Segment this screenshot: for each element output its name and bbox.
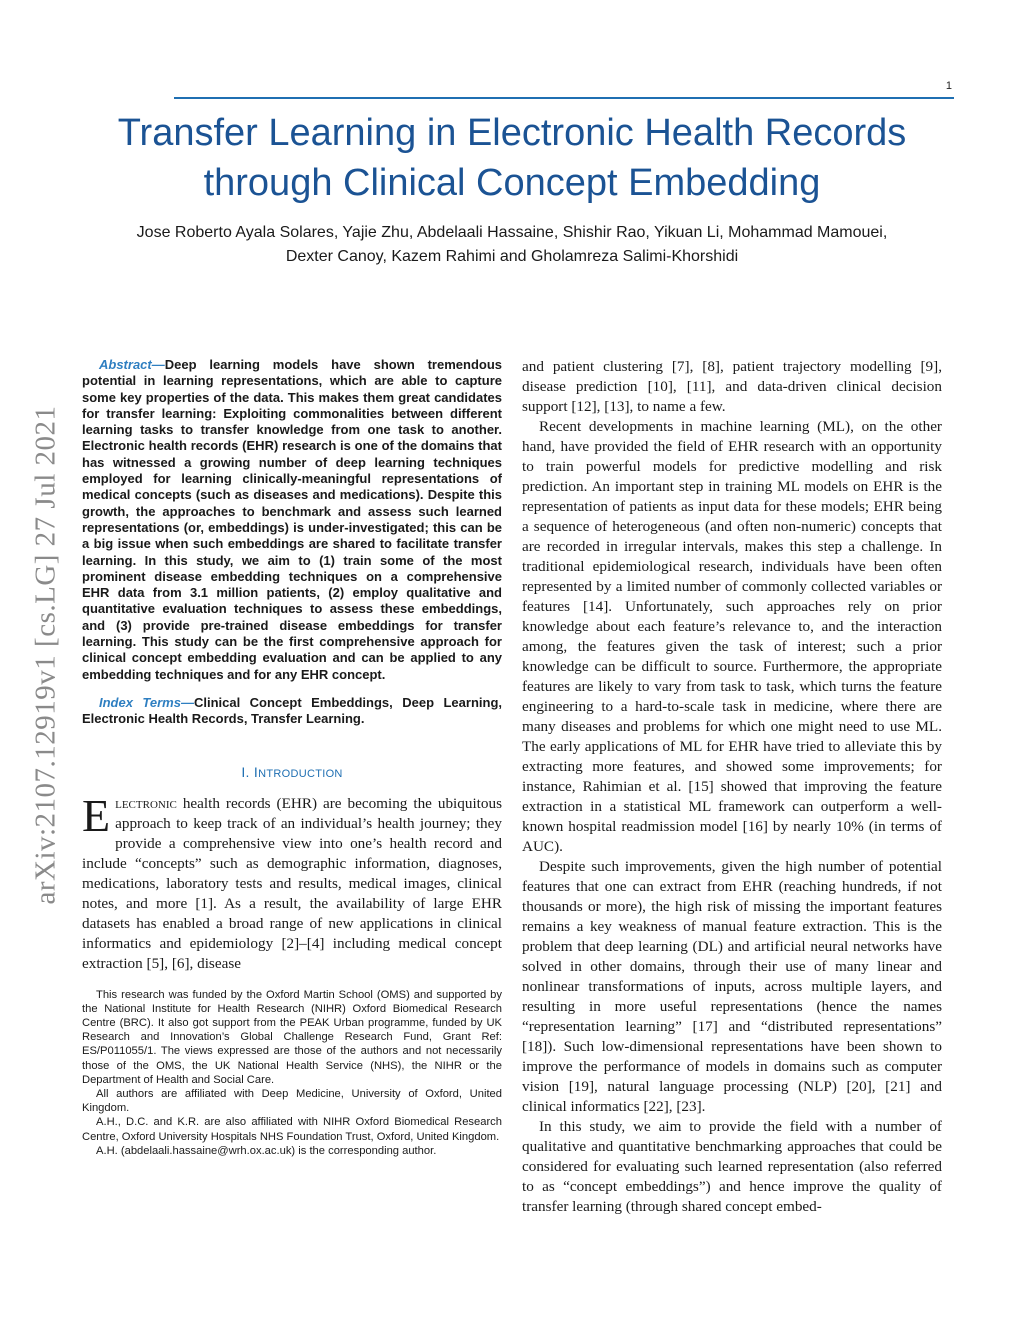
footnote-corresponding-author: A.H. (abdelaali.hassaine@wrh.ox.ac.uk) is the corresponding author. (96, 1144, 437, 1157)
index-terms-label-dash: — (180, 694, 194, 710)
footnote-funding: This research was funded by the Oxford Martin School (OMS) and supported by the National Institute for Health Research (NIHR) Oxford Biomedical Research Centre (BRC). It also got support from the PEAK Urban programme, funded by UK Research and Innovation’s Global Challenge Research Fund, Grant Ref: ES/P011055/1. The views expressed are those of the authors and not necessarily those of the OMS, the UK National Health Service (NHS), the NIHR or the Department of Health and Social Care. (82, 988, 502, 1086)
intro-paragraph-1-continued: and patient clustering [7], [8], patient trajectory modelling [9], disease prediction [10], [11], and data-driven clinical decision support [12], [13], to name a few. (522, 358, 942, 415)
intro-paragraph-1-text: health records (EHR) are becoming the ubiquitous approach to keep track of an individual’s health journey; they provide a comprehensive view into one’s health record and include “concepts” such as demographic information, diagnoses, medications, laboratory tests and results, medical images, clinical notes, and more [1]. As a result, the availability of large EHR datasets has enabled a broad range of new applications in clinical informatics and epidemiology [2]–[4] including medical concept extraction [5], [6], disease (82, 794, 502, 972)
drop-cap-continuation: lectronic (115, 794, 177, 812)
section-title-initial: I (253, 763, 259, 780)
abstract-text: Deep learning models have shown tremendous potential in learning representations, which are able to capture some key properties of the data. This makes them great candidates for transfer learning: Exploiting commonalities between different learning tasks to transfer knowledge from one task to another. Electronic health records (EHR) research is one of the domains that has witnessed a growing number of deep learning techniques employed for learning clinically-meaningful representations of medical concepts (such as diseases and medications). Despite this growth, the approaches to benchmark and assess such learned representations (or, embeddings) is under-investigated; this can be a big issue when such embeddings are shared to facilitate transfer learning. In this study, we aim to (1) train some of the most prominent disease embedding techniques on a comprehensive EHR data from 3.1 million patients, (2) employ qualitative and quantitative evaluation techniques to assess these embeddings, and (3) provide pre-trained disease embeddings for transfer learning. This study can be the first comprehensive approach for clinical concept embedding evaluation and can be applied to any embedding techniques and for any EHR concept. (82, 357, 502, 682)
page-number: 1 (945, 80, 952, 92)
index-terms-text: Clinical Concept Embeddings, Deep Learning, Electronic Health Records, Transfer Learning. (82, 694, 502, 727)
intro-paragraph-2: Recent developments in machine learning (ML), on the other hand, have provided the field of EHR research with an opportunity to train powerful models for predictive modelling and risk prediction. An important step in training ML models on EHR is the representation of patients as input data for these models; EHR being a sequence of heterogeneous (and often non-numeric) concepts that are recorded in irregular intervals, makes this step a challenge. In traditional epidemiological research, individuals have been often represented by a limited number of commonly collected variables or features [14]. Unfortunately, such approaches rely on prior knowledge about each feature’s relevance to, and the interaction among, the features given the task of interest; such a prior knowledge can be difficult to source. Furthermore, the appropriate features are likely to vary from task to task, which turns the feature engineering to a hard-to-scale task in medicine, where there are many diseases and problems for which one might need to use ML. The early applications of ML for EHR have tried to alleviate this by extracting more features, and showed some improvements; for instance, Rahimian et al. [15] showed that improving the feature extraction in a statistical ML framework can outperform a well-known hospital readmission model [16] by nearly 10% (in terms of AUC). (522, 418, 942, 855)
left-column (82, 357, 502, 1158)
abstract (82, 357, 502, 683)
paper-title (60, 108, 964, 208)
section-number: I. (241, 763, 250, 780)
paper-title-line-1: Transfer Learning in Electronic Health Records (117, 112, 907, 154)
drop-cap: E (82, 789, 111, 841)
author-list (60, 221, 964, 269)
footnote-nihr-affiliation: A.H., D.C. and K.R. are also affiliated with NIHR Oxford Biomedical Research Centre, Oxford University Hospitals NHS Foundation Trust, Oxford, United Kingdom. (82, 1116, 502, 1143)
intro-paragraph-3: Despite such improvements, given the high number of potential features that one can extract from EHR (reaching hundreds, if not thousands or more), the high risk of missing the important features remains a key weakness of manual feature extraction. This is the problem that deep learning (DL) and artificial neural networks have solved in other domains, through their use of many linear and nonlinear transformations of inputs, across multiple layers, and resulting in more useful representations (hence the names “representation learning” [17] and “distributed representations” [18]). Such low-dimensional representations have been shown to improve the performance of models in domains such as computer vision [19], natural language processing (NLP) [20], [21] and clinical informatics [22], [23]. (522, 858, 942, 1115)
paper-title-line-2: through Clinical Concept Embedding (203, 162, 821, 204)
intro-paragraph-4: In this study, we aim to provide the field with a number of qualitative and quantitative benchmarking approaches that could be considered for evaluating such learned representation (also referred to as “concept embeddings”) and hence improve the quality of transfer learning (through shared concept embed- (522, 1118, 942, 1215)
abstract-label-dash: — (151, 357, 165, 372)
section-title-rest: NTRODUCTION (258, 767, 343, 780)
author-list-line-2: Dexter Canoy, Kazem Rahimi and Gholamreza Salimi-Khorshidi (285, 248, 739, 265)
section-heading-introduction (82, 764, 502, 780)
header-rule (174, 97, 954, 99)
index-terms-label: Index Terms (99, 694, 181, 710)
index-terms (82, 695, 502, 728)
footnote-affiliation: All authors are affiliated with Deep Medicine, University of Oxford, United Kingdom. (82, 1087, 502, 1115)
footnote-separator (82, 974, 502, 988)
arxiv-identifier-stamp: arXiv:2107.12919v1 [cs.LG] 27 Jul 2021 (29, 405, 62, 905)
right-column (522, 357, 942, 1217)
author-list-line-1: Jose Roberto Ayala Solares, Yajie Zhu, Abdelaali Hassaine, Shishir Rao, Yikuan Li, Mohammad Mamouei, (136, 224, 888, 241)
abstract-label: Abstract (99, 357, 152, 372)
intro-paragraph-1 (82, 789, 502, 974)
